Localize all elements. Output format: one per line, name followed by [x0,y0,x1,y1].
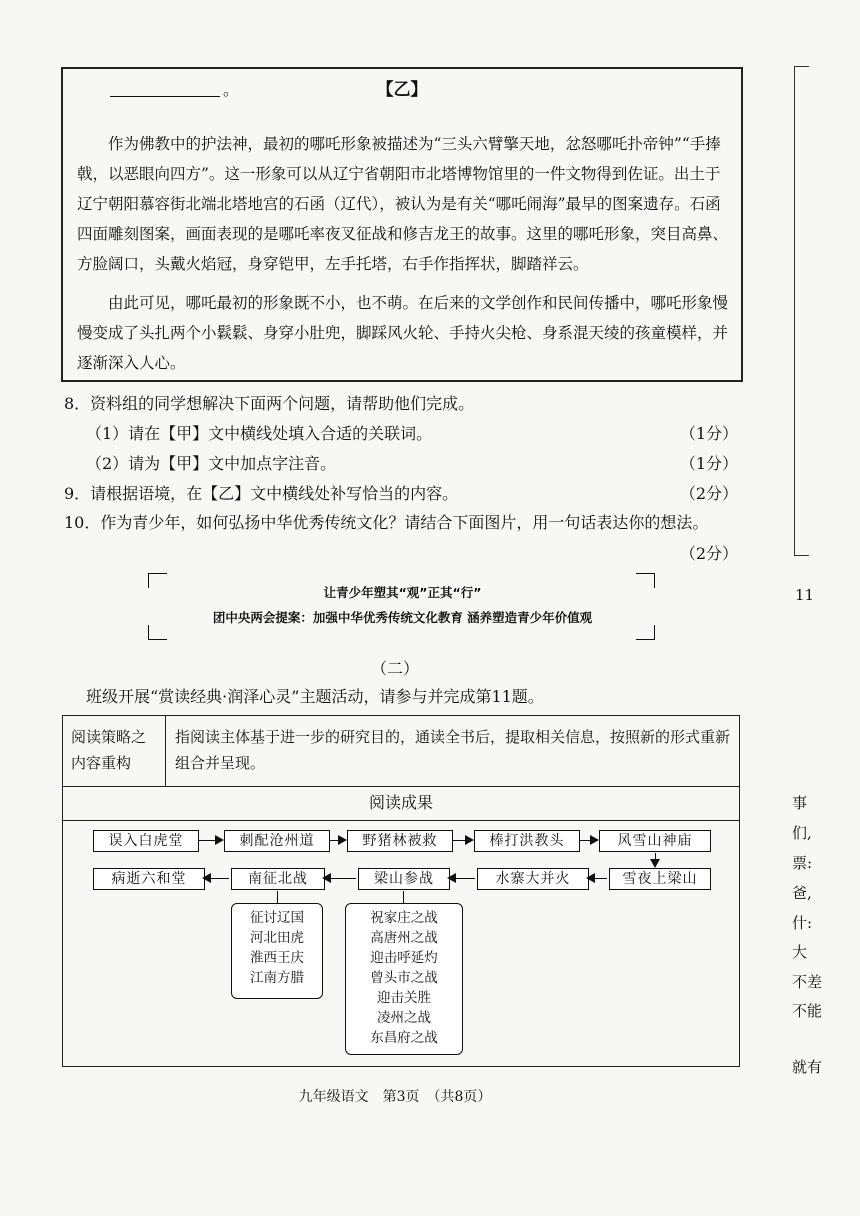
arrow-left [588,878,607,879]
adjacent-page-box [794,66,809,556]
passage-title: 【乙】 [376,80,428,100]
arrow-left [204,878,229,879]
reading-table [62,715,740,1067]
arrow-right [198,840,222,841]
adjacent-text: 就有 [792,1058,823,1076]
plot-node: 病逝六和堂 [93,868,205,890]
arrow-right [579,840,597,841]
question-9-score: （2分） [679,484,738,503]
adjacent-text: 大 [792,943,808,961]
strategy-label-cell [63,716,166,786]
question-8-2-score: （1分） [679,454,738,473]
plot-node: 南征北战 [231,868,325,890]
adjacent-text: 们, [792,824,812,842]
question-8-1: （1）请在【甲】文中横线处填入合适的关联词。 [86,424,433,443]
adjacent-text: 不能 [792,1002,823,1020]
list-item: 迎击关胜 [377,990,431,1006]
connector-line [277,891,278,903]
section-heading: （二） [370,659,419,678]
arrow-down [655,853,656,866]
plot-node: 刺配沧州道 [224,830,330,852]
fill-in-blank-line [110,96,220,97]
plot-node: 雪夜上梁山 [609,868,711,890]
arrow-left [449,878,475,879]
passage-box [61,67,743,382]
list-item: 曾头市之战 [370,970,438,986]
question-8-2: （2）请为【甲】文中加点字注音。 [86,454,337,473]
question-8-1-score: （1分） [679,424,738,443]
question-10: 10．作为青少年，如何弘扬中华优秀传统文化？请结合下面图片，用一句话表达你的想法。 [64,513,709,532]
strategy-label-line2: 内容重构 [71,754,132,772]
adjacent-text: 事 [792,794,808,812]
connector-line [403,891,404,903]
plot-node: 误入白虎堂 [93,830,199,852]
list-item: 江南方腊 [250,970,304,986]
passage-paragraph-1: 作为佛教中的护法神，最初的哪吒形象被描述为“三头六臂擎天地，忿怒哪吒扑帝钟”“手捧戟，以恶眼向四方”。这一形象可以从辽宁省朝阳市北塔博物馆里的一件文物得到佐证。出土于辽宁朝阳慕容街北端北塔地宫的石函（辽代），被认为是有关“哪吒闹海”最早的图案遗存。石函四面雕刻图案，画面表现的是哪吒率夜叉征战和修吉龙王的故事。这里的哪吒形象，突目高鼻、方脸阔口，头戴火焰冠，身穿铠甲，左手托塔，右手作指挥状，脚踏祥云。 [77,135,729,273]
plot-node: 水寨大并火 [477,868,589,890]
adjacent-text: 爸, [792,884,812,902]
list-item: 高唐州之战 [370,930,438,946]
adjacent-text: 不差 [792,973,823,991]
campaign-list-right [345,903,463,1055]
arrow-right [329,840,345,841]
result-header: 阅读成果 [368,793,433,812]
blank-period: 。 [223,80,240,99]
corner-bottom-right [636,625,655,640]
section-intro: 班级开展“赏读经典·润泽心灵”主题活动，请参与并完成第11题。 [86,687,544,706]
list-item: 征讨辽国 [250,910,304,926]
question-8: 8．资料组的同学想解决下面两个问题，请帮助他们完成。 [64,394,475,413]
arrow-right [452,840,472,841]
row-divider-2 [63,820,739,821]
page-footer: 九年级语文 第3页 （共8页） [298,1089,492,1105]
plot-node: 野猪林被救 [347,830,453,852]
strategy-label-line1: 阅读策略之 [71,728,147,746]
question-9: 9．请根据语境，在【乙】文中横线处补写恰当的内容。 [64,484,459,503]
list-item: 东昌府之战 [370,1030,438,1046]
image-subheadline: 团中央两会提案：加强中华优秀传统文化教育 涵养塑造青少年价值观 [212,610,593,625]
strategy-description: 指阅读主体基于进一步的研究目的，通读全书后，提取相关信息，按照新的形式重新组合并呈现。 [175,728,731,772]
list-item: 迎击呼延灼 [370,950,438,966]
list-item: 祝家庄之战 [370,910,438,926]
plot-node: 棒打洪教头 [474,830,580,852]
image-headline: 让青少年塑其“观”正其“行” [323,585,482,600]
corner-bottom-left [148,625,167,640]
adjacent-text: 票: [792,854,813,872]
arrow-left [324,878,356,879]
plot-node: 梁山参战 [358,868,450,890]
plot-node: 风雪山神庙 [599,830,711,852]
adjacent-text: 什: [792,914,813,932]
campaign-list-left [231,903,323,999]
row-divider-1 [63,786,739,787]
list-item: 河北田虎 [250,930,304,946]
adjacent-question-number: 11 [795,586,815,604]
passage-paragraph-2: 由此可见，哪吒最初的形象既不小，也不萌。在后来的文学创作和民间传播中，哪吒形象慢慢变成了头扎两个小鬏鬏、身穿小肚兜，脚踩风火轮、手持火尖枪、身系混天绫的孩童模样，并逐渐深入人心。 [77,294,729,372]
list-item: 凌州之战 [377,1010,431,1026]
list-item: 淮西王庆 [250,950,304,966]
question-10-score: （2分） [679,544,738,563]
